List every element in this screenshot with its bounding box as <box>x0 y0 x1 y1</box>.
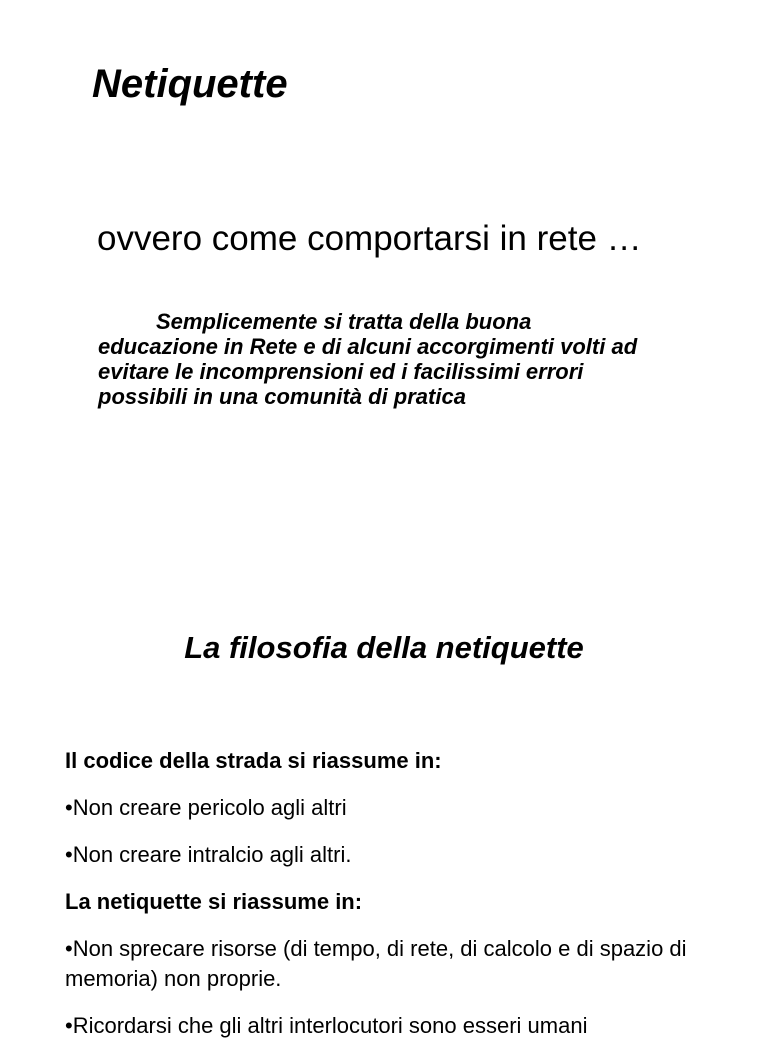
road-code-bullet: •Non creare pericolo agli altri <box>65 795 347 820</box>
content-body <box>65 746 745 1041</box>
intro-line: educazione in Rete e di alcuni accorgimenti volti ad <box>98 334 638 359</box>
netiquette-bullet: •Non sprecare risorse (di tempo, di rete, di calcolo e di spazio di memoria) non proprie. <box>65 936 687 991</box>
intro-line: Semplicemente si tratta della buona <box>156 309 532 334</box>
intro-line: evitare le incomprensioni ed i facilissimi errori <box>98 359 584 384</box>
intro-line: possibili in una comunità di pratica <box>98 384 466 409</box>
section-title <box>0 628 768 668</box>
page-title: Netiquette <box>92 62 288 106</box>
netiquette-bullet: •Ricordarsi che gli altri interlocutori sono esseri umani <box>65 1013 588 1038</box>
road-code-heading: Il codice della strada si riassume in: <box>65 748 442 773</box>
section-title-text: La filosofia della netiquette <box>184 630 584 665</box>
road-code-bullet: •Non creare intralcio agli altri. <box>65 842 352 867</box>
netiquette-heading: La netiquette si riassume in: <box>65 889 363 914</box>
page-subtitle: ovvero come comportarsi in rete … <box>97 219 642 258</box>
intro-paragraph <box>98 309 758 409</box>
